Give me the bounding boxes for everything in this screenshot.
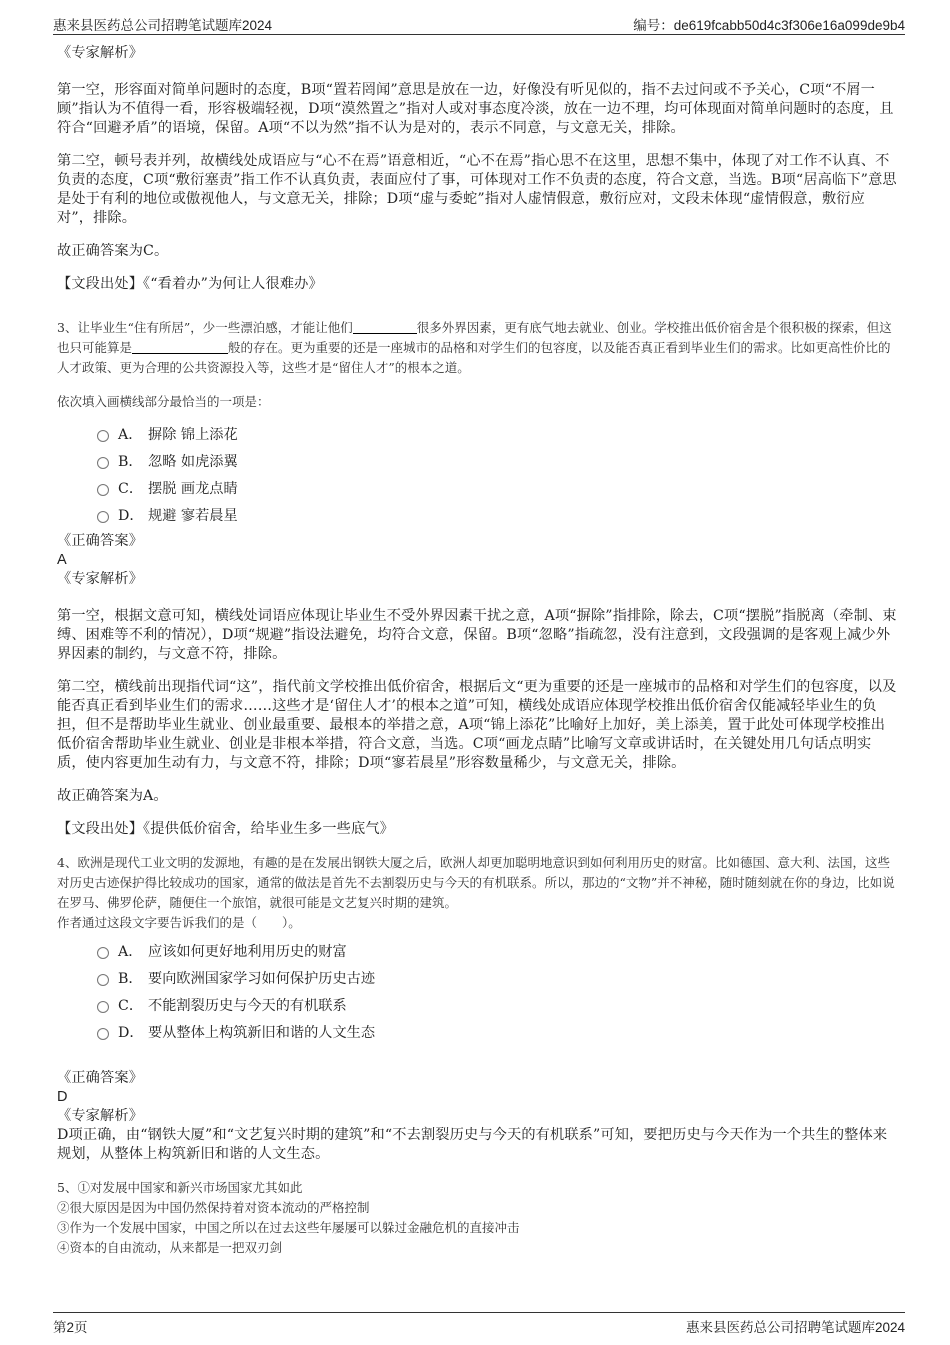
q2-analysis-label: 《专家解析》 (57, 45, 144, 61)
radio-icon[interactable] (97, 511, 109, 523)
option-text: 摒除 锦上添花 (148, 426, 238, 443)
radio-icon[interactable] (97, 1028, 109, 1040)
fill-blank-1 (353, 319, 417, 334)
page-header (53, 14, 905, 35)
q3-conclusion: 故正确答案为A。 (57, 788, 168, 804)
q3-stem: 3、让毕业生“住有所居”，少一些漂泊感，才能让他们 很多外界因素，更有底气地去就业、创业。学校推出低价宿舍是个很积极的探索，但这也只可能算是 般的存在。更为重要的还是一座城市的品格和对学生们的包容度，以及能否真正看到毕业生们的需求。比如更高性价比的人才政策、更为合理的公共资源投入等，这些才是“留住人才”的根本之道。 (57, 320, 892, 375)
q5-item: ②很大原因是因为中国仍然保持着对资本流动的严格控制 (57, 1200, 370, 1215)
q3-option-a[interactable]: A． 摒除 锦上添花 (97, 420, 897, 447)
q4-answer: D (57, 1089, 68, 1105)
radio-icon[interactable] (97, 974, 109, 986)
option-text: 应该如何更好地利用历史的财富 (148, 943, 347, 960)
q4-analysis-label: 《专家解析》 (57, 1108, 144, 1124)
page-footer (53, 1312, 905, 1336)
q3-analysis-para2: 第二空，横线前出现指代词“这”，指代前文学校推出低价宿舍，根据后文“更为重要的还是一座城市的品格和对学生们的包容度，以及能否真正看到毕业生们的需求……这些才是‘留住人才’的根本之道”可知，横线处成语应体现学校推出低价宿舍仅能减轻毕业生的负担，但不是帮助毕业生就业、创业最重要、最根本的举措之意，A项“锦上添花”比喻好上加好，美上添美，置于此处可体现学校推出低价宿舍帮助毕业生就业、创业是非根本举措，符合文意，当选。C项“画龙点睛”比喻写文章或讲话时，在关键处用几句话点明实质，使内容更加生动有力，与文意不符，排除；D项“寥若晨星”形容数量稀少，与文意无关，排除。 (57, 679, 897, 771)
option-text: 摆脱 画龙点睛 (148, 480, 238, 497)
q4-stem: 4、欧洲是现代工业文明的发源地，有趣的是在发展出钢铁大厦之后，欧洲人却更加聪明地意识到如何利用历史的财富。比如德国、意大利、法国，这些对历史古迹保护得比较成功的国家，通常的做法是首先不去割裂历史与今天的有机联系。所以，那边的“文物”并不神秘，随时随刻就在你的身边，比如说在罗马、佛罗伦萨，随便住一个旅馆，就很可能是文艺复兴时期的建筑。 (57, 855, 895, 910)
page-content (57, 44, 897, 1258)
q3-analysis-para1: 第一空，根据文意可知，横线处词语应体现让毕业生不受外界因素干扰之意，A项“摒除”指排除，除去，C项“摆脱”指脱离（牵制、束缚、困难等不利的情况），D项“规避”指设法避免，均符合文意，保留。B项“忽略”指疏忽，没有注意到，文段强调的是客观上减少外界因素的制约，与文意不符，排除。 (57, 608, 897, 662)
q4-option-a[interactable]: A． 应该如何更好地利用历史的财富 (97, 937, 897, 964)
q3-analysis-label: 《专家解析》 (57, 571, 144, 587)
option-text: 不能割裂历史与今天的有机联系 (148, 997, 347, 1014)
radio-icon[interactable] (97, 947, 109, 959)
q3-options (97, 420, 897, 528)
option-text: 忽略 如虎添翼 (148, 453, 238, 470)
q4-analysis: D项正确，由“钢铁大厦”和“文艺复兴时期的建筑”和“不去割裂历史与今天的有机联系”可知，要把历史与今天作为一个共生的整体来规划，从整体上构筑新旧和谐的人文生态。 (57, 1127, 888, 1162)
q5-item: ④资本的自由流动，从来都是一把双刃剑 (57, 1240, 283, 1255)
q3-source: 【文段出处】《提供低价宿舍，给毕业生多一些底气》 (57, 821, 395, 837)
footer-title: 惠来县医药总公司招聘笔试题库2024 (685, 1320, 905, 1335)
radio-icon[interactable] (97, 484, 109, 496)
q4-answer-label: 《正确答案》 (57, 1070, 144, 1086)
option-text: 规避 寥若晨星 (148, 507, 238, 524)
q3-option-b[interactable]: B． 忽略 如虎添翼 (97, 447, 897, 474)
option-text: 要从整体上构筑新旧和谐的人文生态 (148, 1024, 376, 1041)
q4-options (97, 937, 897, 1045)
q4-option-d[interactable]: D． 要从整体上构筑新旧和谐的人文生态 (97, 1018, 897, 1045)
q2-analysis-para2: 第二空，顿号表并列，故横线处成语应与“心不在焉”语意相近，“心不在焉”指心思不在这里，思想不集中，体现了对工作不认真、不负责的态度，C项“敷衍塞责”指工作不认真负责，表面应付了事，可体现对工作不负责的态度，符合文意，当选。B项“居高临下”意思是处于有利的地位或傲视他人，与文意无关，排除；D项“虚与委蛇”指对人虚情假意，敷衍应对，文段未体现“虚情假意，敷衍应对”，排除。 (57, 153, 897, 226)
q3-answer: A (57, 552, 67, 568)
q3-answer-label: 《正确答案》 (57, 533, 144, 549)
header-doc-id: 编号：de619fcabb50d4c3f306e16a099de9b4 (633, 18, 905, 33)
q3-option-d[interactable]: D． 规避 寥若晨星 (97, 501, 897, 528)
q2-source: 【文段出处】《“看着办”为何让人很难办》 (57, 276, 323, 292)
page-number: 第2页 (53, 1320, 88, 1335)
q2-conclusion: 故正确答案为C。 (57, 243, 169, 259)
option-text: 要向欧洲国家学习如何保护历史古迹 (148, 970, 376, 987)
radio-icon[interactable] (97, 457, 109, 469)
q4-option-b[interactable]: B． 要向欧洲国家学习如何保护历史古迹 (97, 964, 897, 991)
q3-option-c[interactable]: C． 摆脱 画龙点睛 (97, 474, 897, 501)
radio-icon[interactable] (97, 1001, 109, 1013)
q3-prompt: 依次填入画横线部分最恰当的一项是： (57, 394, 270, 409)
q5-stem: 5、①对发展中国家和新兴市场国家尤其如此 (57, 1180, 303, 1195)
radio-icon[interactable] (97, 430, 109, 442)
q4-option-c[interactable]: C． 不能割裂历史与今天的有机联系 (97, 991, 897, 1018)
fill-blank-2 (132, 339, 228, 354)
q4-prompt: 作者通过这段文字要告诉我们的是（ ）。 (57, 915, 301, 930)
q2-analysis-para1: 第一空，形容面对简单问题时的态度，B项“置若罔闻”意思是放在一边，好像没有听见似的，指不去过问或不予关心，C项“不屑一顾”指认为不值得一看，形容极端轻视，D项“漠然置之”指对人或对事态度冷淡，放在一边不理，均可体现面对简单问题时的态度，且符合“回避矛盾”的语境，保留。A项“不以为然”指不认为是对的，表示不同意，与文意无关，排除。 (57, 82, 894, 136)
header-title: 惠来县医药总公司招聘笔试题库2024 (53, 18, 273, 33)
q5-item: ③作为一个发展中国家，中国之所以在过去这些年屡屡可以躲过金融危机的直接冲击 (57, 1220, 520, 1235)
